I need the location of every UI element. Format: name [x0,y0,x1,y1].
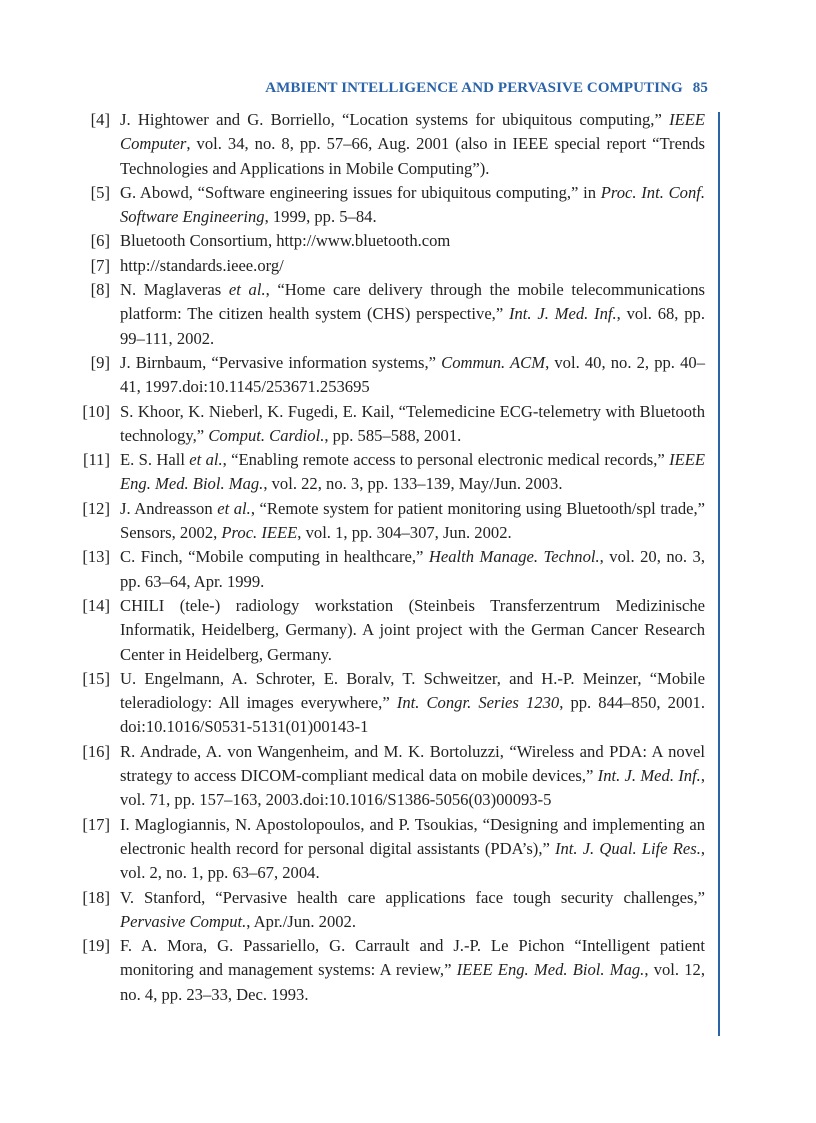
reference-segment: F. A. Mora, G. Passariello, G. Carrault and J.-P. Le Pichon “Intelligent patient monitoring and management systems: A review,” [120,936,705,980]
reference-item [72,351,705,400]
reference-italic-segment: Pervasive Comput. [120,911,247,931]
reference-italic-segment: Int. J. Med. Inf. [508,304,617,324]
reference-number: [12] [82,498,110,518]
reference-text [120,353,705,396]
reference-item [72,229,705,253]
reference-number: [5] [90,182,110,202]
reference-italic-segment: IEEE Eng. Med. Biol. Mag. [120,450,705,494]
reference-text [120,815,705,883]
reference-item [72,254,705,278]
reference-item [72,740,705,813]
reference-text [120,936,705,1004]
reference-segment: U. Engelmann, A. Schroter, E. Boralv, T. Schweitzer, and H.-P. Meinzer, “Mobile teleradiology: All images everywhere,” [120,668,705,713]
reference-segment: , “Enabling remote access to personal electronic medical records,” [222,450,670,470]
running-header-title: AMBIENT INTELLIGENCE AND PERVASIVE COMPUTING [265,80,683,96]
reference-number: [4] [90,110,110,129]
reference-item [72,108,705,181]
reference-segment: Bluetooth Consortium, http://www.bluetooth.com [120,231,451,251]
reference-italic-segment: et al. [217,498,251,518]
reference-italic-segment: IEEE Computer [120,110,705,154]
reference-text [120,596,705,664]
reference-segment: , pp. 585–588, 2001. [324,425,462,445]
reference-segment: J. Hightower and G. Borriello, “Location systems for ubiquitous computing,” [120,110,670,129]
reference-segment: , vol. 1, pp. 304–307, Jun. 2002. [297,523,512,543]
reference-number: [16] [82,741,110,761]
reference-item [72,278,705,351]
reference-segment: , vol. 20, no. 3, pp. 63–64, Apr. 1999. [120,547,705,591]
reference-number: [17] [82,814,110,834]
reference-item [72,594,705,667]
reference-segment: C. Finch, “Mobile computing in healthcare,” [120,547,429,567]
reference-italic-segment: et al. [228,280,266,300]
reference-segment: , vol. 40, no. 2, pp. 40–41, 1997.doi:10.1145/253671.253695 [120,352,705,397]
reference-number: [14] [82,595,110,615]
reference-segment: , vol. 71, pp. 157–163, 2003.doi:10.1016/S1386-5056(03)00093-5 [120,766,705,810]
reference-text [120,280,705,348]
reference-segment: G. Abowd, “Software engineering issues for ubiquitous computing,” in [120,182,601,202]
reference-segment: , vol. 34, no. 8, pp. 57–66, Aug. 2001 (also in IEEE special report “Trends Technologies and Applications in Mobile Computing”). [120,134,705,178]
reference-segment: , 1999, pp. 5–84. [264,207,377,227]
reference-number: [15] [82,668,110,688]
reference-text [120,256,284,275]
reference-italic-segment: Comput. Cardiol. [208,425,325,445]
reference-segment: , pp. 844–850, 2001. doi:10.1016/S0531-5131(01)00143-1 [120,693,705,737]
reference-text [120,742,705,810]
reference-item [72,400,705,449]
reference-italic-segment: IEEE Eng. Med. Biol. Mag. [456,960,645,980]
reference-item [72,497,705,546]
running-header [80,80,708,97]
reference-segment: R. Andrade, A. von Wangenheim, and M. K. Bortoluzzi, “Wireless and PDA: A novel strategy to access DICOM-compliant medical data on mobile devices,” [120,741,705,786]
reference-number: [19] [82,936,110,956]
reference-italic-segment: Commun. ACM [441,352,546,372]
reference-number: [18] [82,887,110,907]
reference-segment: J. Birnbaum, “Pervasive information systems,” [120,352,442,372]
reference-segment: J. Andreasson [120,498,218,518]
reference-segment: N. Maglaveras [120,280,229,300]
reference-segment: , vol. 2, no. 1, pp. 63–67, 2004. [120,838,705,883]
reference-number: [11] [82,450,110,470]
reference-segment: http://standards.ieee.org/ [120,255,284,275]
reference-number: [6] [90,231,110,251]
reference-text [120,547,705,590]
reference-item [72,545,705,594]
reference-item [72,886,705,935]
reference-segment: , Apr./Jun. 2002. [246,911,356,931]
reference-italic-segment: et al. [189,450,223,470]
reference-italic-segment: Health Manage. Technol. [428,547,600,567]
page-number: 85 [692,80,708,96]
reference-list [72,108,705,1007]
reference-item [72,667,705,740]
reference-segment: E. S. Hall [120,450,190,470]
reference-segment: , vol. 22, no. 3, pp. 133–139, May/Jun. 2003. [263,474,563,494]
reference-text [120,499,705,542]
reference-italic-segment: Proc. IEEE [221,523,298,543]
reference-item [72,813,705,886]
reference-text [120,669,705,737]
reference-italic-segment: Int. J. Qual. Life Res. [554,838,701,858]
reference-segment: , vol. 68, pp. 99–111, 2002. [120,304,705,348]
reference-segment: , “Home care delivery through the mobile telecommunications platform: The citizen health system (CHS) perspective,” [120,280,705,324]
reference-item [72,448,705,497]
reference-text [120,888,705,931]
reference-segment: V. Stanford, “Pervasive health care applications face tough security challenges,” [120,887,705,907]
reference-segment: , vol. 12, no. 4, pp. 23–33, Dec. 1993. [120,960,705,1004]
reference-number: [10] [82,401,110,421]
reference-italic-segment: Int. J. Med. Inf. [597,766,701,786]
reference-text [120,450,705,493]
reference-item [72,934,705,1007]
margin-rule [718,112,720,1036]
reference-number: [13] [82,547,110,567]
reference-italic-segment: Proc. Int. Conf. Software Engineering [120,182,705,227]
reference-italic-segment: Int. Congr. Series 1230 [396,693,560,713]
reference-number: [9] [90,352,110,372]
reference-text [120,402,705,445]
reference-segment: I. Maglogiannis, N. Apostolopoulos, and P. Tsoukias, “Designing and implementing an electronic health record for personal digital assistants (PDA’s),” [120,814,705,858]
reference-text [120,231,450,250]
reference-segment: CHILI (tele-) radiology workstation (Steinbeis Transferzentrum Medizinische Informatik, Heidelberg, Germany). A joint project with the German Cancer Research Center in Heidelberg, Germany. [120,595,705,664]
reference-number: [7] [90,255,110,275]
reference-text [120,110,705,178]
reference-segment: S. Khoor, K. Nieberl, K. Fugedi, E. Kail, “Telemedicine ECG-telemetry with Bluetooth technology,” [120,401,705,445]
reference-item [72,181,705,230]
reference-segment: , “Remote system for patient monitoring using Bluetooth/spl trade,” Sensors, 2002, [120,498,705,543]
reference-number: [8] [90,280,110,300]
reference-text [120,183,705,226]
